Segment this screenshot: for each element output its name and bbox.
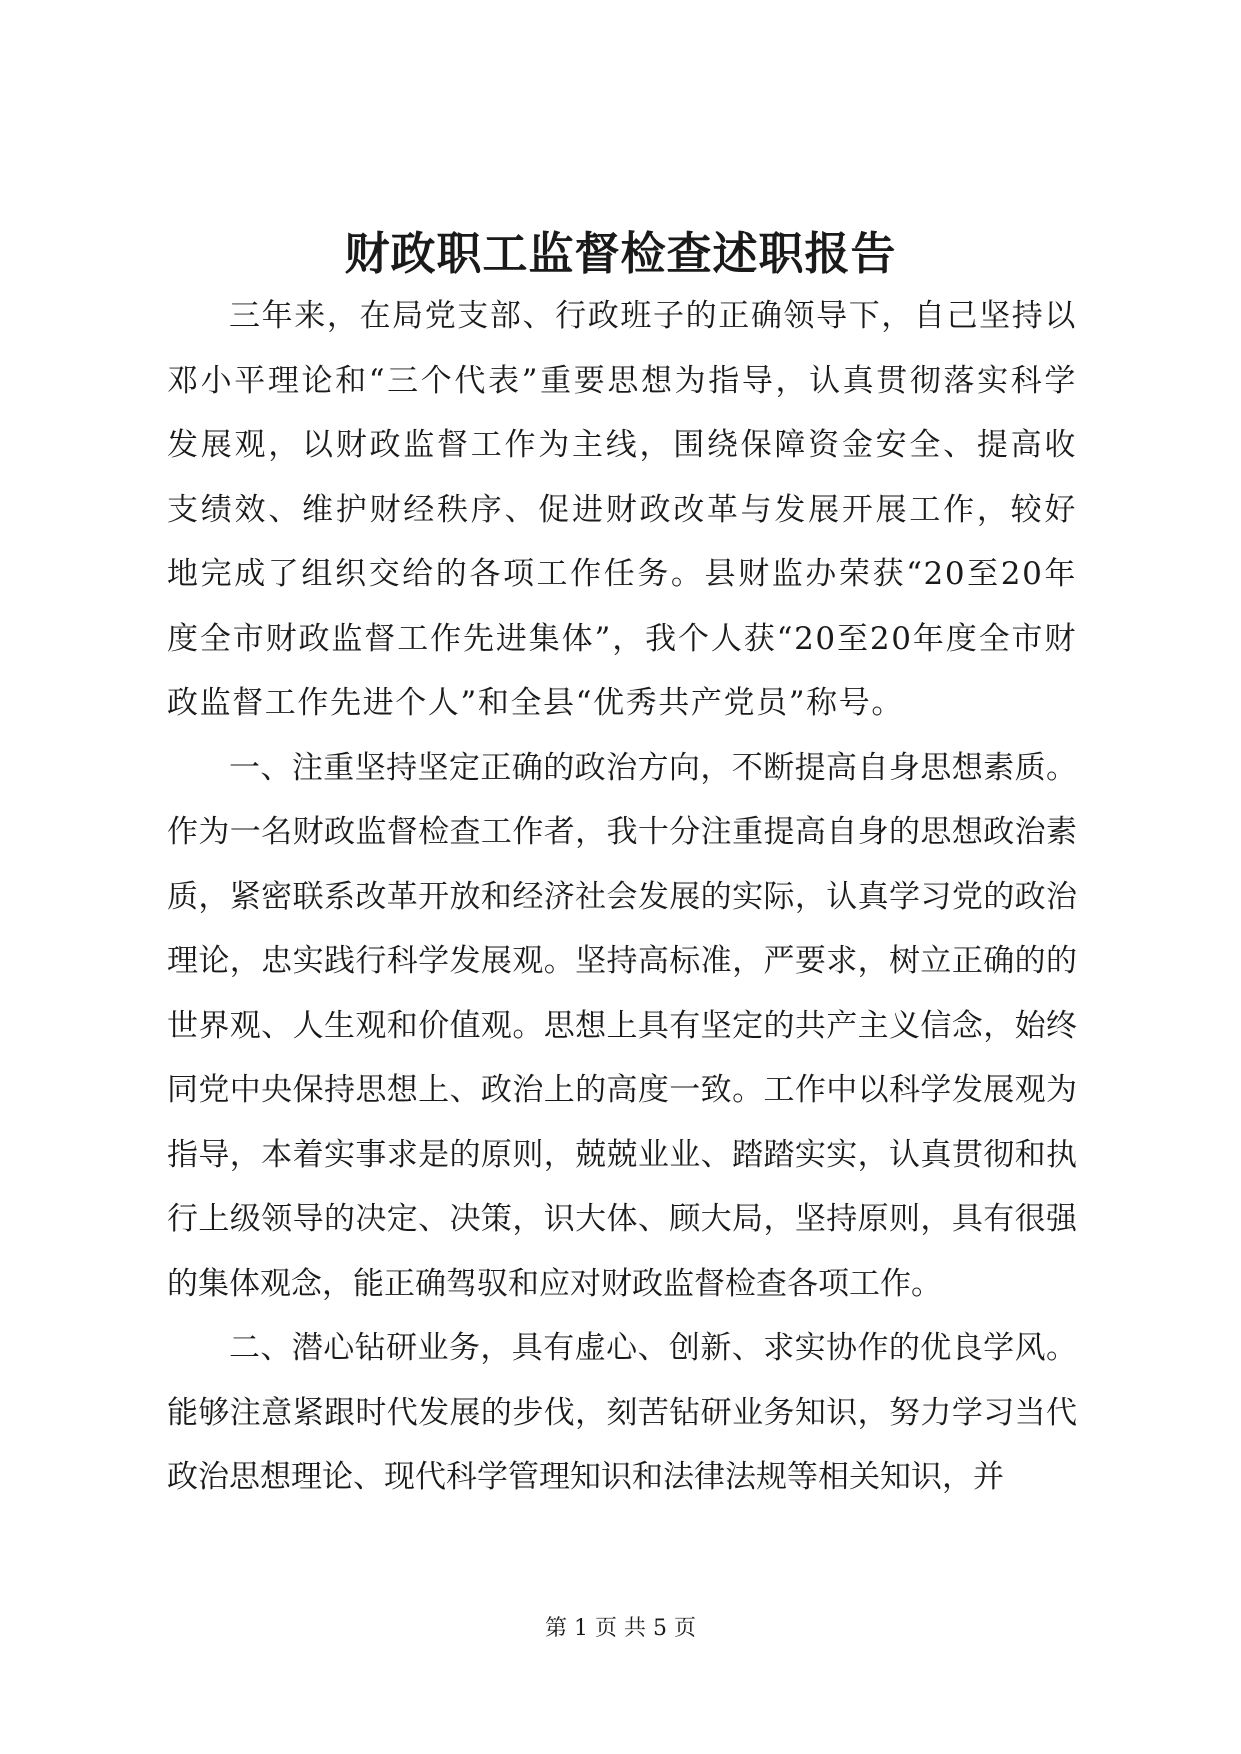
paragraph-intro: 三年来，在局党支部、行政班子的正确领导下，自己坚持以邓小平理论和“三个代表”重要思想为指导，认真贯彻落实科学发展观，以财政监督工作为主线，围绕保障资金安全、提高收支绩效、维护财经秩序、促进财政改革与发展开展工作，较好地完成了组织交给的各项工作任务。县财监办荣获“20至20年度全市财政监督工作先进集体”，我个人获“20至20年度全市财政监督工作先进个人”和全县“优秀共产党员”称号。 [167,298,1077,721]
document-body [167,284,1077,1510]
document-title: 财政职工监督检查述职报告 [344,227,897,280]
paragraph-section-2: 二、潜心钻研业务，具有虚心、创新、求实协作的优良学风。能够注意紧跟时代发展的步伐，刻苦钻研业务知识，努力学习当代政治思想理论、现代科学管理知识和法律法规等相关知识，并 [167,1330,1077,1495]
page-number-footer: 第 1 页 共 5 页 [545,1616,696,1641]
paragraph-section-1: 一、注重坚持坚定正确的政治方向，不断提高自身思想素质。作为一名财政监督检查工作者，我十分注重提高自身的思想政治素质，紧密联系改革开放和经济社会发展的实际，认真学习党的政治理论，忠实践行科学发展观。坚持高标准，严要求，树立正确的的世界观、人生观和价值观。思想上具有坚定的共产主义信念，始终同党中央保持思想上、政治上的高度一致。工作中以科学发展观为指导，本着实事求是的原则，兢兢业业、踏踏实实，认真贯彻和执行上级领导的决定、决策，识大体、顾大局，坚持原则，具有很强的集体观念，能正确驾驭和应对财政监督检查各项工作。 [167,749,1077,1302]
